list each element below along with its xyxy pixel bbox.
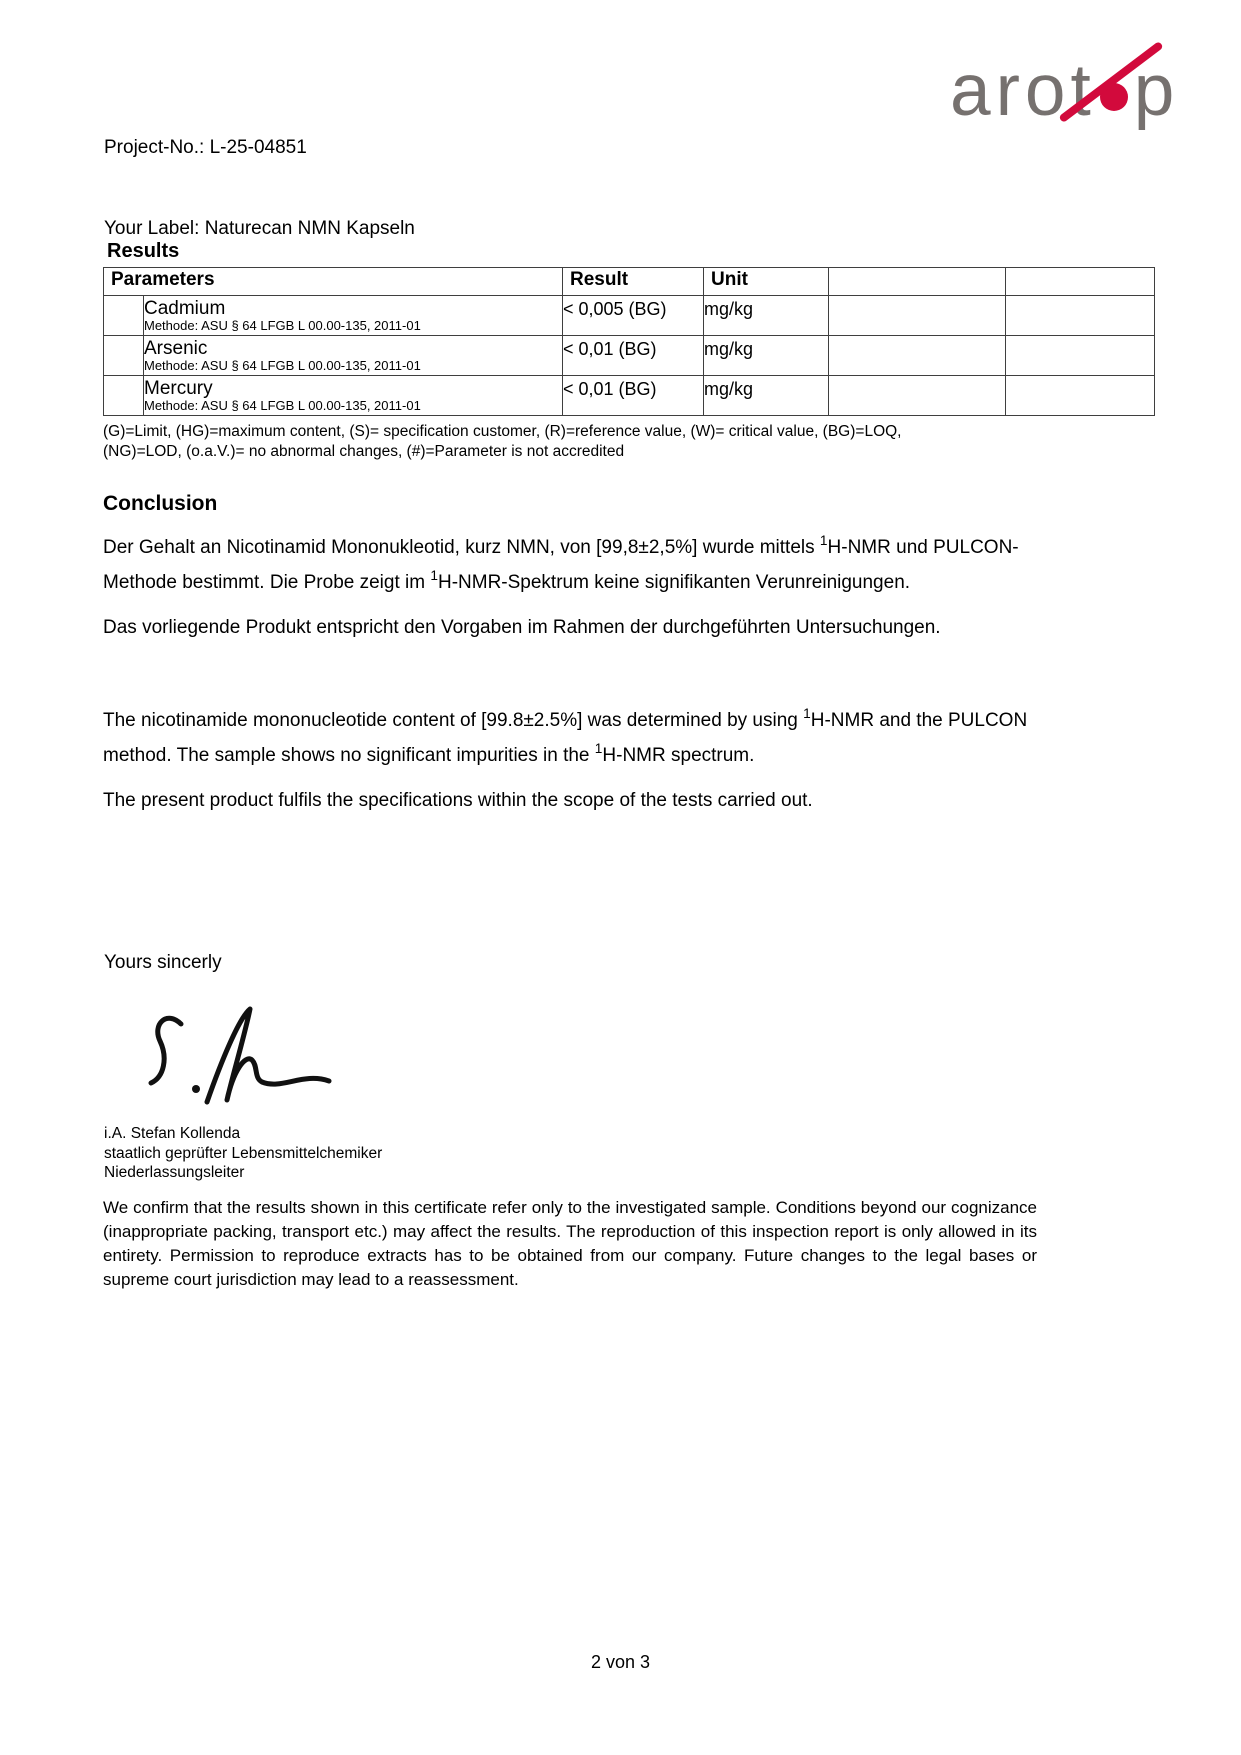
page-number: 2 von 3 [590, 1652, 651, 1672]
signature-image [133, 1002, 333, 1112]
signer-block [104, 1124, 382, 1183]
arotop-logo [950, 30, 1210, 132]
empty-cell [1006, 336, 1155, 376]
col-header-unit: Unit [704, 268, 829, 296]
col-header-parameters: Parameters [104, 268, 563, 296]
param-cell [144, 296, 563, 336]
table-header-row [104, 268, 1155, 296]
unit-cell: mg/kg [704, 376, 829, 416]
results-heading: Results [107, 240, 180, 262]
signer-title: Niederlassungsleiter [104, 1164, 245, 1181]
row-marker-cell [104, 296, 144, 336]
table-row [104, 376, 1155, 416]
closing-salutation: Yours sincerly [104, 952, 222, 973]
signature-stroke [133, 1002, 333, 1112]
results-table [103, 267, 1155, 416]
param-name: Arsenic [144, 338, 208, 359]
project-number: Project-No.: L-25-04851 [104, 137, 307, 158]
col-header-result: Result [563, 268, 704, 296]
legend-line: (G)=Limit, (HG)=maximum content, (S)= specification customer, (R)=reference value, (W)= critical value, (BG)=LOQ, [103, 423, 902, 440]
result-cell: < 0,01 (BG) [563, 336, 704, 376]
row-marker-cell [104, 336, 144, 376]
conclusion-heading: Conclusion [103, 492, 218, 515]
unit-cell: mg/kg [704, 296, 829, 336]
results-section [103, 240, 1154, 462]
result-cell: < 0,005 (BG) [563, 296, 704, 336]
empty-cell [829, 336, 1006, 376]
empty-cell [829, 376, 1006, 416]
empty-cell [1006, 376, 1155, 416]
col-header-empty-2 [1006, 268, 1155, 296]
empty-cell [1006, 296, 1155, 336]
abbreviation-legend [103, 422, 1154, 462]
param-method: Methode: ASU § 64 LFGB L 00.00-135, 2011-01 [144, 358, 421, 373]
param-name: Mercury [144, 378, 213, 399]
conclusion-paragraph-de: Das vorliegende Produkt entspricht den Vorgaben im Rahmen der durchgeführten Untersuchungen. [103, 617, 941, 638]
param-cell [144, 376, 563, 416]
sample-label: Your Label: Naturecan NMN Kapseln [104, 218, 415, 239]
table-row [104, 336, 1155, 376]
param-method: Methode: ASU § 64 LFGB L 00.00-135, 2011-01 [144, 398, 421, 413]
logo-text-left: arot [950, 50, 1096, 131]
col-header-empty-1 [829, 268, 1006, 296]
logo-text-right: p [1133, 50, 1180, 131]
row-marker-cell [104, 376, 144, 416]
signer-title: staatlich geprüfter Lebensmittelchemiker [104, 1144, 383, 1162]
param-cell [144, 336, 563, 376]
param-name: Cadmium [144, 298, 226, 319]
conclusion-section [103, 492, 1041, 828]
conclusion-paragraph-en: The present product fulfils the specifications within the scope of the tests carried out. [103, 790, 813, 811]
conclusion-paragraph-de: Der Gehalt an Nicotinamid Mononukleotid, kurz NMN, von [99,8±2,5%] wurde mittels $^1$H-NMR und PULCON-Methode bestimmt. Die Probe zeigt im $^1$H-NMR-Spektrum keine signifikanten Verunreinigungen. [103, 533, 1019, 593]
conclusion-paragraph-en: The nicotinamide mononucleotide content of [99.8±2.5%] was determined by using $^1$H-NMR and the PULCON method. The sample shows no significant impurities in the $^1$H-NMR spectrum. [103, 706, 1028, 766]
unit-cell: mg/kg [704, 336, 829, 376]
legend-line: (NG)=LOD, (o.a.V.)= no abnormal changes, (#)=Parameter is not accredited [103, 443, 625, 460]
signer-name: i.A. Stefan Kollenda [104, 1125, 241, 1142]
empty-cell [829, 296, 1006, 336]
disclaimer-paragraph: We confirm that the results shown in this certificate refer only to the investigated sample. Conditions beyond our cognizance (inappropriate packing, transport etc.) may affect the results. The reproduction of this inspection report is only allowed in its entirety. Permission to reproduce extracts has to be obtained from our company. Future changes to the legal bases or supreme court jurisdiction may lead to a reassessment. [103, 1198, 1037, 1289]
result-cell: < 0,01 (BG) [563, 376, 704, 416]
param-method: Methode: ASU § 64 LFGB L 00.00-135, 2011-01 [144, 318, 421, 333]
table-row [104, 296, 1155, 336]
